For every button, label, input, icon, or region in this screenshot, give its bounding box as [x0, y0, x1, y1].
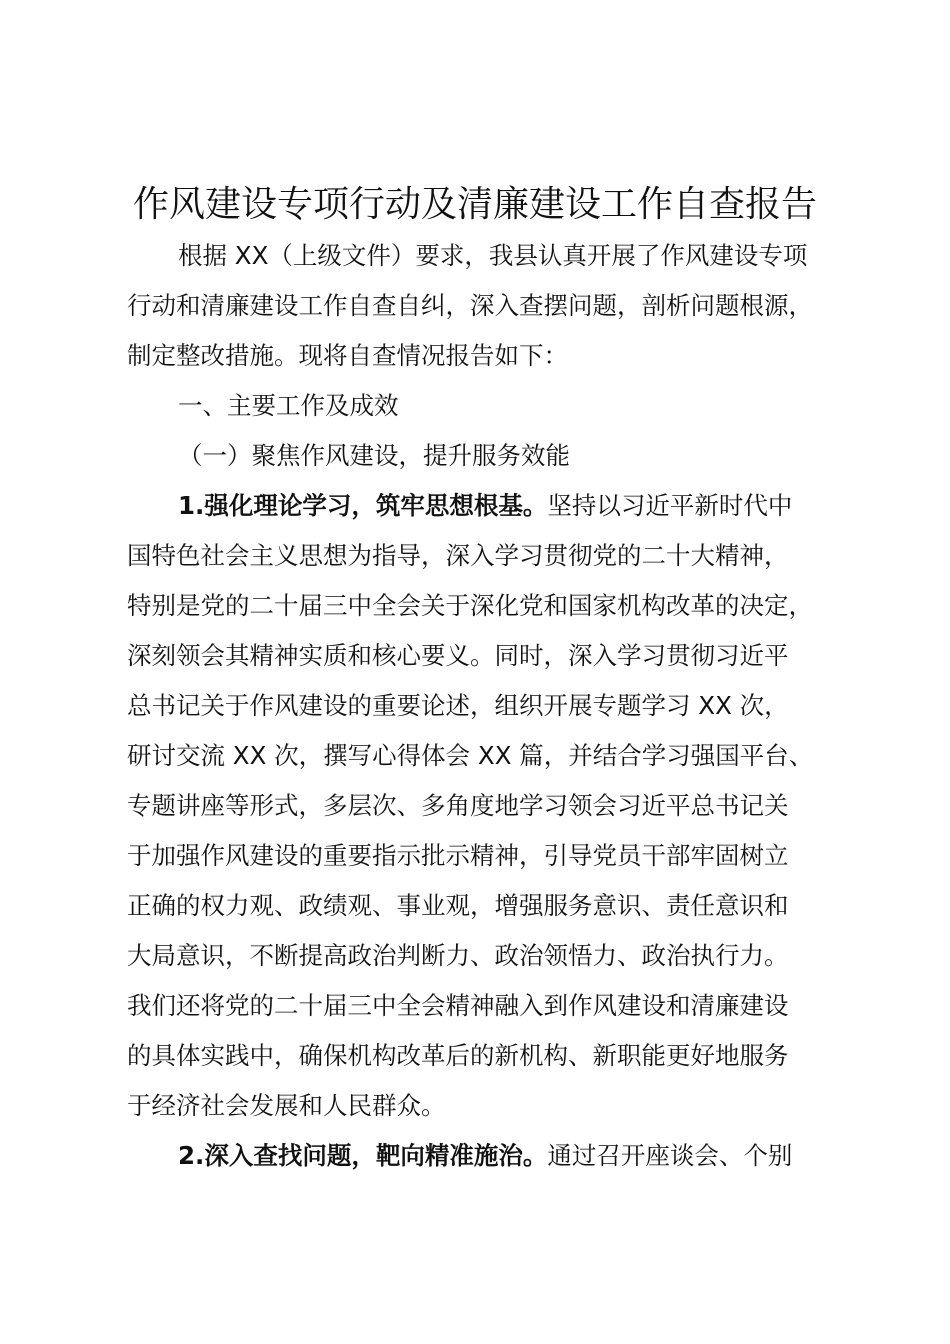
item-1-line: 我们还将党的二十届三中全会精神融入到作风建设和清廉建设	[127, 991, 789, 1020]
item-2-first-line	[127, 1131, 857, 1181]
item-1-line: 专题讲座等形式，多层次、多角度地学习领会习近平总书记关	[127, 791, 789, 820]
item-2-heading: 2.深入查找问题，靶向精准施治。	[178, 1141, 548, 1170]
item-1-line: 正确的权力观、政绩观、事业观，增强服务意识、责任意识和	[127, 891, 789, 920]
item-1-first-line-text: 坚持以习近平新时代中	[547, 491, 793, 520]
item-1-first-line	[127, 481, 857, 531]
item-1-line: 特别是党的二十届三中全会关于深化党和国家机构改革的决定，	[127, 591, 813, 620]
document-body	[127, 231, 857, 1181]
item-1-line: 深刻领会其精神实质和核心要义。同时，深入学习贯彻习近平	[127, 641, 789, 670]
intro-line-2: 行动和清廉建设工作自查自纠，深入查摆问题，剖析问题根源，	[127, 291, 813, 320]
subsection-heading: （一）聚焦作风建设，提升服务效能	[178, 441, 570, 470]
intro-line-3: 制定整改措施。现将自查情况报告如下：	[127, 341, 568, 370]
item-1-heading: 1.强化理论学习，筑牢思想根基。	[178, 491, 548, 520]
item-1-line: 大局意识，不断提高政治判断力、政治领悟力、政治执行力。	[127, 941, 789, 970]
item-2-first-line-text: 通过召开座谈会、个别	[547, 1141, 793, 1170]
document-title: 作风建设专项行动及清廉建设工作自查报告	[132, 184, 817, 225]
item-1-line: 于加强作风建设的重要指示批示精神，引导党员干部牢固树立	[127, 841, 789, 870]
section-heading: 一、主要工作及成效	[178, 391, 399, 420]
intro-line-1: 根据 XX（上级文件）要求，我县认真开展了作风建设专项	[178, 241, 808, 270]
item-1-line: 于经济社会发展和人民群众。	[127, 1091, 446, 1120]
item-1-line: 总书记关于作风建设的重要论述，组织开展专题学习 XX 次，	[127, 691, 789, 720]
item-1-line: 的具体实践中，确保机构改革后的新机构、新职能更好地服务	[127, 1041, 789, 1070]
item-1-line: 国特色社会主义思想为指导，深入学习贯彻党的二十大精神，	[127, 541, 789, 570]
item-1-line: 研讨交流 XX 次，撰写心得体会 XX 篇，并结合学习强国平台、	[127, 741, 814, 770]
